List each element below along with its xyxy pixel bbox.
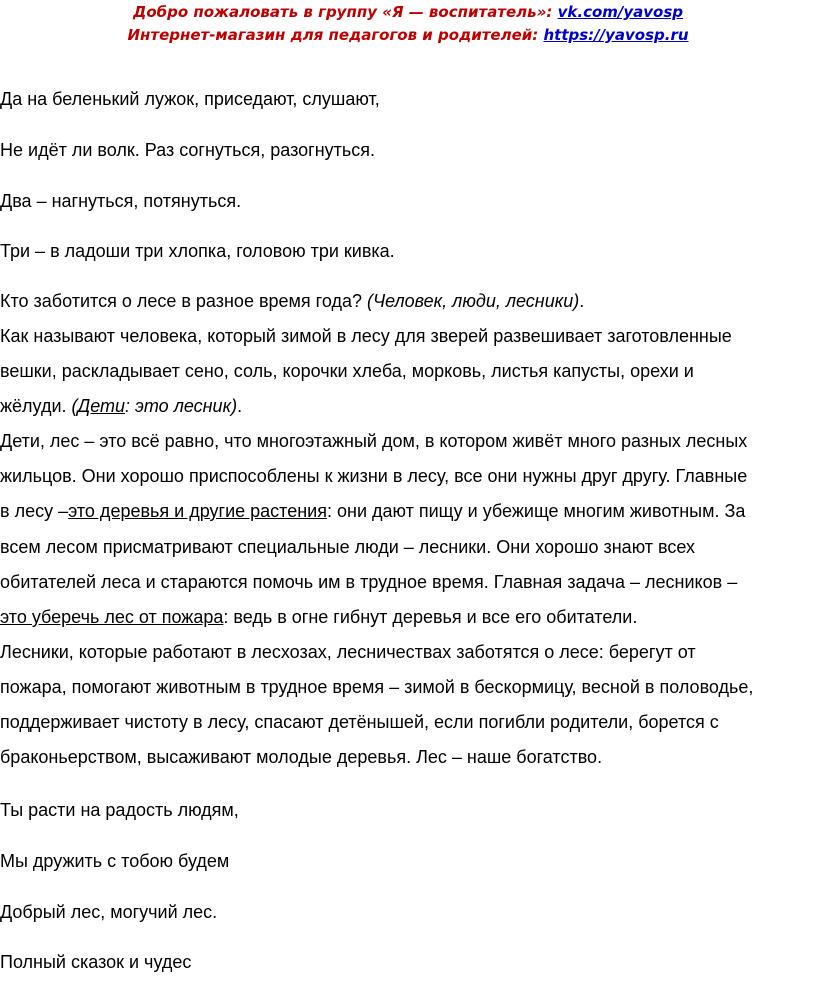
shop-link[interactable]: https://yavosp.ru xyxy=(543,26,689,44)
header-line-group xyxy=(0,1,816,24)
question-1-answer: (Человек, люди, лесники) xyxy=(366,291,580,311)
header-shop-text: Интернет-магазин для педагогов и родителей: xyxy=(127,26,544,44)
question-2-answer-rest: : это лесник) xyxy=(125,396,238,416)
poem2-line-3: Добрый лес, могучий лес. xyxy=(0,902,218,922)
poem1-line-1: Да на беленький лужок, приседают, слушают, xyxy=(0,89,380,109)
paragraph-2-line-1: Лесники, которые работают в лесхозах, лесничествах заботятся о лесе: берегут от xyxy=(0,642,696,662)
paragraph-2-line-4: браконьерством, высаживают молодые деревья. Лес – наше богатство. xyxy=(0,747,603,767)
paragraph-2-line-3: поддерживает чистоту в лесу, спасают детёнышей, если погибли родители, борется с xyxy=(0,712,719,732)
question-2-answer-underlined: Дети xyxy=(77,396,126,416)
question-1-text: Кто заботится о лесе в разное время года? xyxy=(0,291,367,311)
question-1 xyxy=(0,290,584,312)
paragraph-1-line-6-post: : ведь в огне гибнут деревья и все его обитатели. xyxy=(223,607,638,627)
question-2-end: . xyxy=(237,396,243,416)
poem1-line-2: Не идёт ли волк. Раз согнуться, разогнуться. xyxy=(0,140,376,160)
paragraph-1-underlined-2: это уберечь лес от пожара xyxy=(0,607,224,627)
paragraph-1-line-4: всем лесом присматривают специальные люди – лесники. Они хорошо знают всех xyxy=(0,537,696,557)
header-shop-line xyxy=(0,24,816,47)
paragraph-1-line-1: Дети, лес – это всё равно, что многоэтажный дом, в котором живёт много разных лесных xyxy=(0,431,748,451)
paragraph-1-underlined-1: это деревья и другие растения xyxy=(68,501,327,521)
poem1-line-3: Два – нагнуться, потянуться. xyxy=(0,191,242,211)
group-link[interactable]: vk.com/yavosp xyxy=(557,3,684,21)
question-2-answer-open: ( xyxy=(71,396,78,416)
poem1-line-4: Три – в ладоши три хлопка, головою три кивка. xyxy=(0,241,395,261)
paragraph-1-line-3 xyxy=(0,500,745,522)
poem2-line-4: Полный сказок и чудес xyxy=(0,952,192,972)
paragraph-1-line-2: жильцов. Они хорошо приспособлены к жизни в лесу, все они нужны друг другу. Главные xyxy=(0,466,748,486)
question-2-line-2: вешки, раскладывает сено, соль, корочки хлеба, морковь, листья капусты, орехи и xyxy=(0,361,694,381)
header-group-text: Добро пожаловать в группу «Я — воспитатель»: xyxy=(132,3,558,21)
paragraph-1-line-3-post: : они дают пищу и убежище многим животным. За xyxy=(326,501,746,521)
poem2-line-1: Ты расти на радость людям, xyxy=(0,800,239,820)
poem2-line-2: Мы дружить с тобою будем xyxy=(0,851,230,871)
question-2-line-1: Как называют человека, который зимой в лесу для зверей развешивает заготовленные xyxy=(0,326,732,346)
paragraph-1-line-6 xyxy=(0,606,637,628)
question-1-end: . xyxy=(579,291,585,311)
question-2-pre: жёлуди. xyxy=(0,396,72,416)
paragraph-2-line-2: пожара, помогают животным в трудное время – зимой в бескормицу, весной в половодье, xyxy=(0,677,754,697)
question-2-line-3 xyxy=(0,395,242,417)
paragraph-1-line-5: обитателей леса и стараются помочь им в трудное время. Главная задача – лесников – xyxy=(0,572,738,592)
paragraph-1-line-3-pre: в лесу – xyxy=(0,501,69,521)
